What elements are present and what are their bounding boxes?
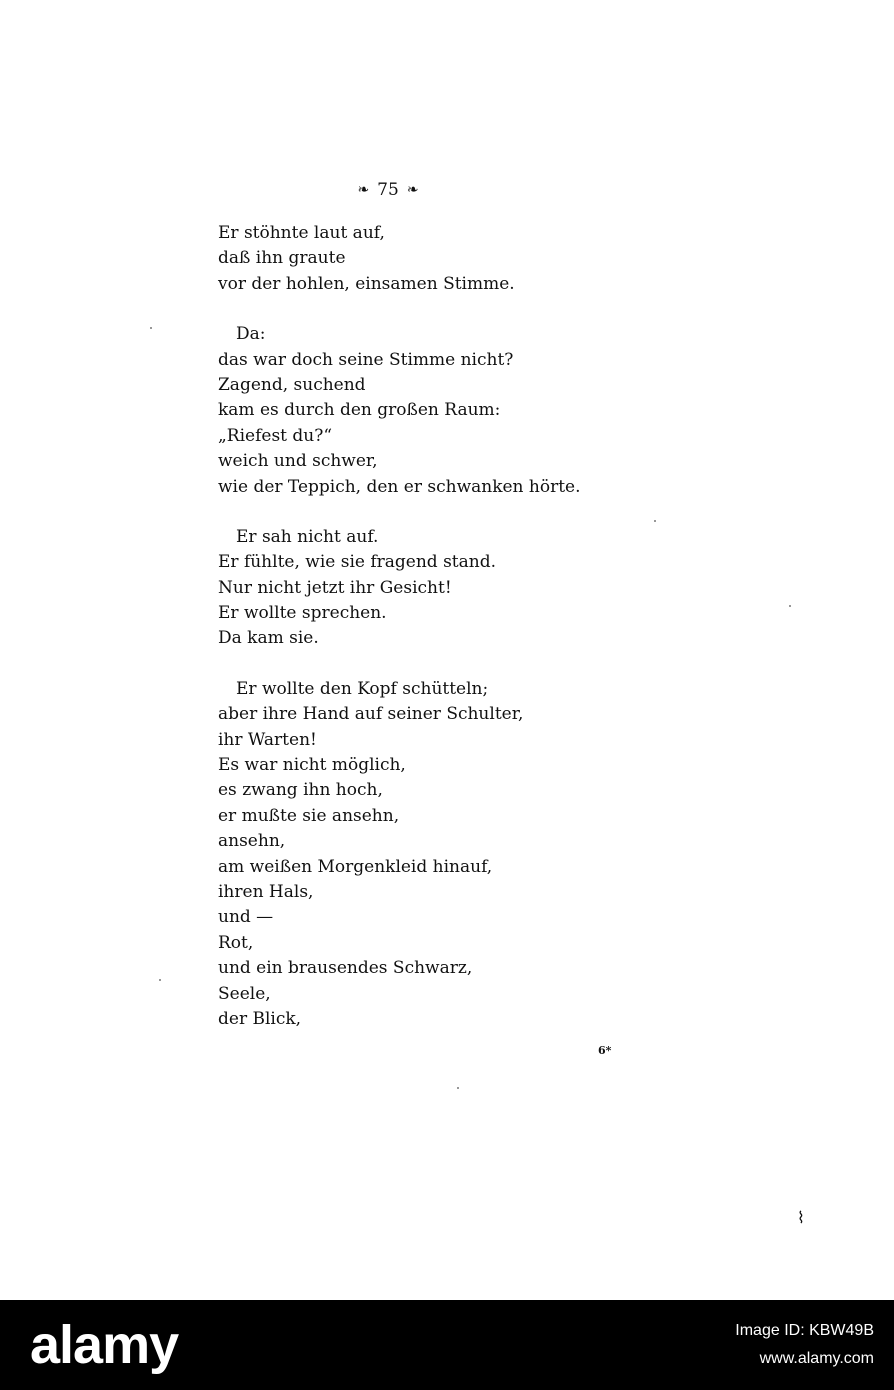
alamy-logo: alamy (30, 1315, 179, 1375)
poem-line: Zagend, suchend (218, 374, 366, 395)
poem-line: Da kam sie. (218, 628, 319, 649)
poem-line: Er fühlte, wie sie fragend stand. (218, 552, 497, 573)
scan-speck (159, 979, 161, 981)
page-header (338, 178, 438, 202)
poem-line: Er sah nicht auf. (236, 526, 379, 547)
poem-line: daß ihn graute (218, 248, 346, 269)
poem-text (218, 221, 648, 1032)
edge-mark-icon: ⌇ (797, 1208, 805, 1227)
poem-line: kam es durch den großen Raum: (218, 400, 501, 421)
right-ornament-icon: ❧ (406, 182, 419, 198)
poem-line: ansehn, (218, 831, 286, 852)
poem-line: Seele, (218, 983, 271, 1004)
poem-line: der Blick, (218, 1008, 302, 1029)
poem-line: aber ihre Hand auf seiner Schulter, (218, 704, 524, 725)
stanza-4 (218, 677, 648, 1032)
poem-line: wie der Teppich, den er schwanken hörte. (218, 476, 581, 497)
poem-line: vor der hohlen, einsamen Stimme. (218, 273, 515, 294)
stanza-3 (218, 525, 648, 652)
footer-url: www.alamy.com (759, 1350, 874, 1367)
poem-line: Nur nicht jetzt ihr Gesicht! (218, 577, 452, 598)
poem-line: das war doch seine Stimme nicht? (218, 349, 514, 370)
scan-speck (654, 520, 656, 522)
poem-line: Rot, (218, 932, 254, 953)
poem-line: Es war nicht möglich, (218, 755, 406, 776)
poem-line: Da: (236, 324, 266, 345)
image-id: Image ID: KBW49B (735, 1322, 874, 1339)
scan-speck (457, 1087, 459, 1089)
poem-line: am weißen Morgenkleid hinauf, (218, 856, 493, 877)
left-ornament-icon: ❧ (357, 182, 370, 198)
scan-speck (789, 605, 791, 607)
poem-line: Er wollte den Kopf schütteln; (236, 678, 489, 699)
stanza-2 (218, 322, 648, 500)
stanza-1 (218, 221, 648, 297)
page-number: 75 (377, 180, 399, 200)
footer (0, 1300, 894, 1390)
poem-line: „Riefest du?“ (218, 425, 333, 446)
poem-line: weich und schwer, (218, 451, 378, 472)
poem-line: er mußte sie ansehn, (218, 805, 400, 826)
poem-line: Er stöhnte laut auf, (218, 223, 385, 243)
poem-line: ihren Hals, (218, 881, 314, 902)
poem-line: es zwang ihn hoch, (218, 780, 383, 801)
scan-speck (150, 327, 152, 329)
poem-line: Er wollte sprechen. (218, 603, 387, 624)
poem-line: und ein brausendes Schwarz, (218, 958, 473, 979)
poem-line: und — (218, 907, 274, 928)
poem-line: ihr Warten! (218, 729, 317, 750)
signature-mark: 6* (598, 1044, 612, 1057)
